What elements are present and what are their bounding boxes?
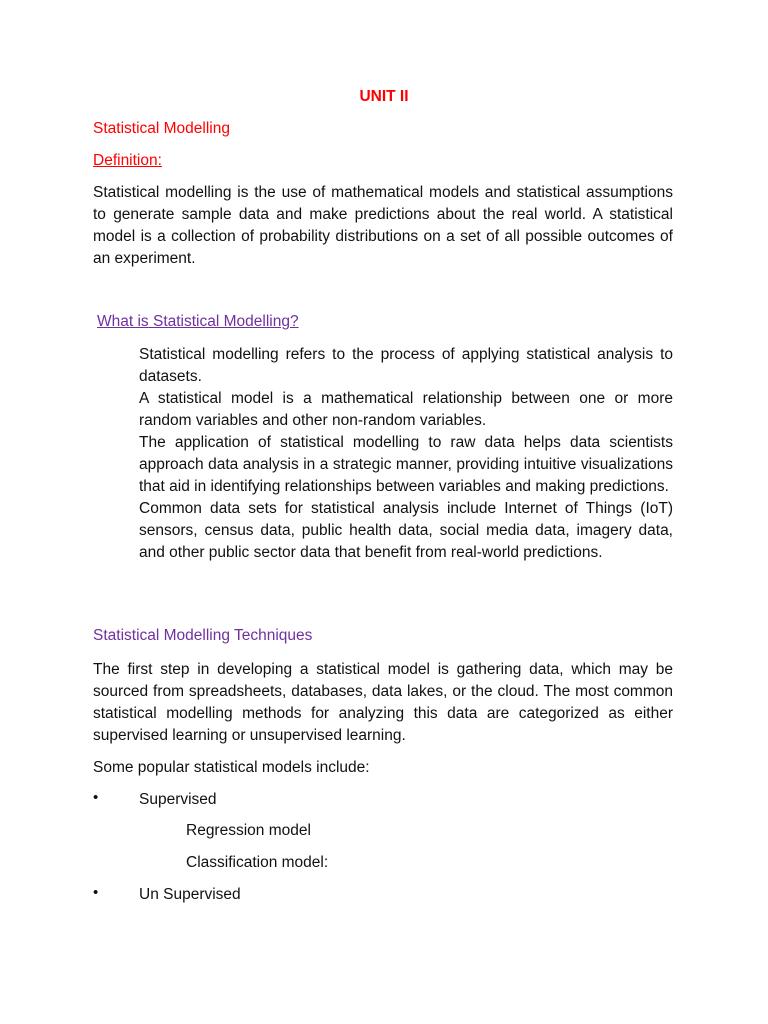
unsupervised-item: Un Supervised xyxy=(139,886,241,903)
supervised-item: Supervised xyxy=(139,791,217,808)
what-is-point: A statistical model is a mathematical relationship between one or more random variables and other non-random variables. xyxy=(139,390,673,429)
definition-heading: Definition: xyxy=(93,152,162,169)
bullet-marker: • xyxy=(93,789,99,806)
bullet-marker: • xyxy=(93,884,99,901)
what-is-point: The application of statistical modelling to raw data helps data scientists approach data analysis in a strategic manner, providing intuitive visualizations that aid in identifying relationships between variables and making predictions. xyxy=(139,434,673,495)
what-is-points xyxy=(139,344,673,564)
section-title: Statistical Modelling xyxy=(93,120,230,137)
unit-title: UNIT II xyxy=(359,88,409,105)
techniques-heading: Statistical Modelling Techniques xyxy=(93,627,313,644)
definition-paragraph: Statistical modelling is the use of mathematical models and statistical assumptions to generate sample data and make predictions about the real world. A statistical model is a collection of probability distributions on a set of all possible outcomes of an experiment. xyxy=(93,184,673,267)
what-is-point: Statistical modelling refers to the process of applying statistical analysis to datasets. xyxy=(139,346,673,385)
popular-models-intro: Some popular statistical models include: xyxy=(93,759,370,776)
techniques-paragraph: The first step in developing a statistical model is gathering data, which may be sourced from spreadsheets, databases, data lakes, or the cloud. The most common statistical modelling methods for analyzing this data are categorized as either supervised learning or unsupervised learning. xyxy=(93,661,673,744)
classification-model-item: Classification model: xyxy=(186,854,329,871)
what-is-heading: What is Statistical Modelling? xyxy=(97,313,299,330)
regression-model-item: Regression model xyxy=(186,822,311,839)
what-is-point: Common data sets for statistical analysis include Internet of Things (IoT) sensors, census data, public health data, social media data, imagery data, and other public sector data that benefit from real-world predictions. xyxy=(139,500,673,561)
